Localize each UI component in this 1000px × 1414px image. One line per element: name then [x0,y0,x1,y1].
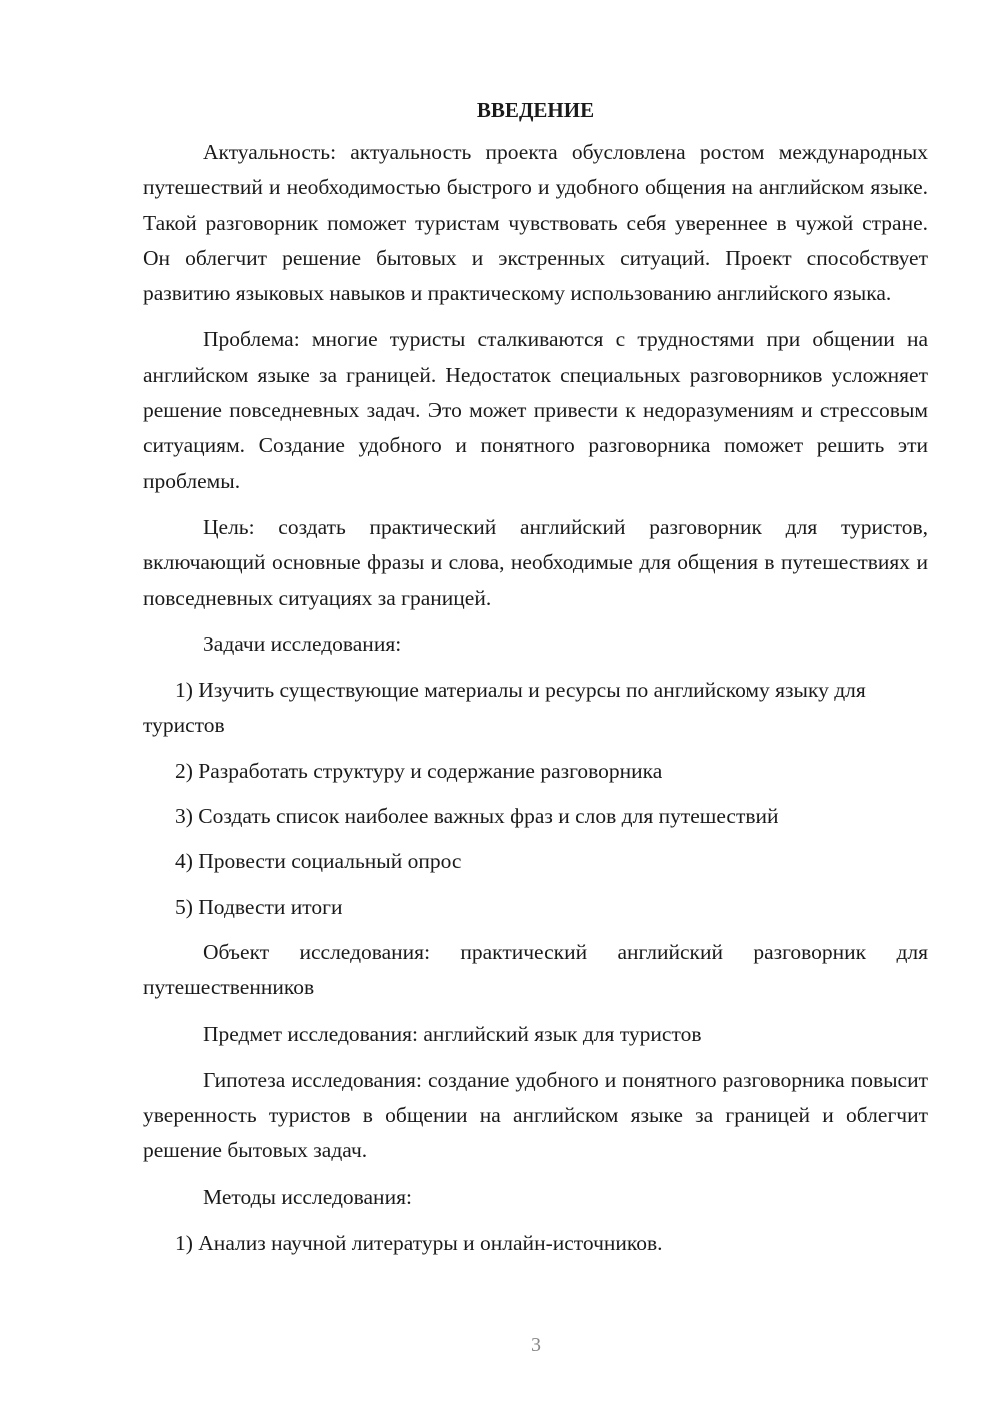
methods-heading: Методы исследования: [203,1184,412,1209]
page-number: 3 [531,1334,541,1356]
task-item-3: 3) Создать список наиболее важных фраз и слов для путешествий [175,804,779,829]
subject-paragraph: Предмет исследования: английский язык для туристов [203,1021,702,1046]
method-item-1: 1) Анализ научной литературы и онлайн-источников. [175,1231,663,1256]
task-item-2: 2) Разработать структуру и содержание разговорника [175,758,663,783]
section-title: ВВЕДЕНИЕ [476,98,595,122]
goal-paragraph: Цель: создать практический английский разговорник для туристов, включающий основные фразы и слова, необходимые для общения в путешествиях и повседневных ситуациях за границей. [143,514,928,610]
task-item-4: 4) Провести социальный опрос [175,849,462,874]
document-page [143,95,928,1271]
problem-paragraph: Проблема: многие туристы сталкиваются с трудностями при общении на английском языке за границей. Недостаток специальных разговорников усложняет решение повседневных задач. Это может привести к недоразумениям и стрессовым ситуациям. Создание удобного и понятного разговорника поможет решить эти проблемы. [143,327,928,493]
task-item-5: 5) Подвести итоги [175,894,343,919]
tasks-heading: Задачи исследования: [203,631,402,656]
relevance-paragraph: Актуальность: актуальность проекта обусловлена ростом международных путешествий и необходимостью быстрого и удобного общения на английском языке. Такой разговорник поможет туристам чувствовать себя увереннее в чужой стране. Он облегчит решение бытовых и экстренных ситуаций. Проект способствует развитию языковых навыков и практическому использованию английского языка. [143,140,928,306]
object-paragraph: Объект исследования: практический английский разговорник для путешественников [143,939,928,1000]
hypothesis-paragraph: Гипотеза исследования: создание удобного и понятного разговорника повысит уверенность туристов в общении на английском языке за границей и облегчит решение бытовых задач. [143,1067,928,1163]
task-item-1: 1) Изучить существующие материалы и ресурсы по английскому языку для туристов [143,678,866,738]
